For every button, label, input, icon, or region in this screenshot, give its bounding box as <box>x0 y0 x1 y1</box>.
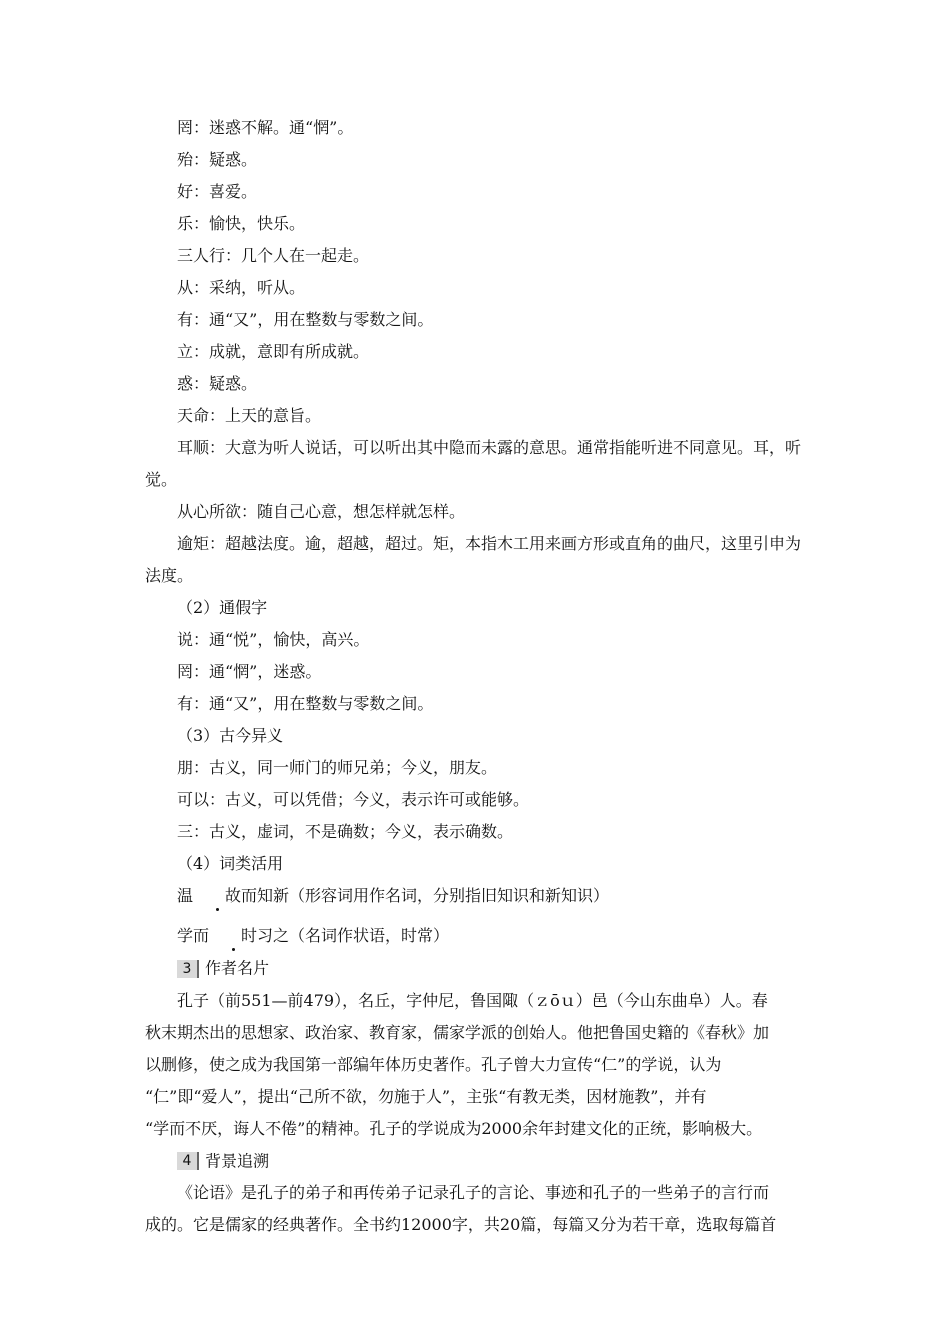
background-line: 《论语》是孔子的弟子和再传弟子记录孔子的言论、事迹和孔子的一些弟子的言行而 <box>177 1183 770 1202</box>
cilei-text: 温 <box>177 886 194 905</box>
cilei-text: 学而 <box>177 926 210 945</box>
vocab-line: 从：采纳，听从。 <box>177 278 306 297</box>
author-line: “仁”即“爱人”，提出“己所不欲，勿施于人”，主张“有教无类，因材施教”，并有 <box>145 1086 707 1106</box>
vocab-line: 殆：疑惑。 <box>177 150 258 169</box>
vocab-line: 好：喜爱。 <box>177 182 258 201</box>
tongjia-item: 罔：通“惘”，迷惑。 <box>177 662 322 681</box>
vocab-line: 逾矩：超越法度。逾，超越，超过。矩，本指木工用来画方形或直角的曲尺，这里引申为法度。 <box>145 534 802 585</box>
vocab-line: 天命：上天的意旨。 <box>177 406 322 425</box>
vocab-line: 乐：愉快，快乐。 <box>177 214 306 233</box>
section-heading-background <box>145 1145 805 1178</box>
gujin-item: 可以：古义，可以凭借；今义，表示许可或能够。 <box>177 790 530 809</box>
author-line: “学而不厌，诲人不倦”的精神。孔子的学说成为2000余年封建文化的正统，影响极大。 <box>145 1118 763 1138</box>
cilei-text: 习之（名词作状语，时常） <box>257 926 450 945</box>
section-heading-author <box>145 952 805 985</box>
subheading-tongjia: （2）通假字 <box>177 598 268 617</box>
document-body <box>145 112 805 1241</box>
tongjia-item: 说：通“悦”，愉快，高兴。 <box>177 630 370 649</box>
vocab-line: 从心所欲：随自己心意，想怎样就怎样。 <box>177 502 466 521</box>
vocab-line: 惑：疑惑。 <box>177 374 258 393</box>
tongjia-item: 有：通“又”，用在整数与零数之间。 <box>177 694 434 713</box>
cilei-item <box>145 920 805 952</box>
vocab-line: 耳顺：大意为听人说话，可以听出其中隐而未露的意思。通常指能听进不同意见。耳，听觉。 <box>145 438 802 489</box>
cilei-item <box>145 880 805 912</box>
emphasis-dot-char: 时 <box>209 925 257 947</box>
subheading-cilei: （4）词类活用 <box>177 854 284 873</box>
vocab-line: 有：通“又”，用在整数与零数之间。 <box>177 310 434 329</box>
section-title: 背景追溯 <box>205 1151 270 1170</box>
subheading-gujin: （3）古今异义 <box>177 726 284 745</box>
section-number-badge: 3 <box>177 960 199 978</box>
vocab-line: 立：成就，意即有所成就。 <box>177 342 370 361</box>
vocab-line: 罔：迷惑不解。通“惘”。 <box>177 118 354 137</box>
author-line: 孔子（前551—前479），名丘，字仲尼，鲁国陬（ｚōｕ）邑（今山东曲阜）人。春 <box>177 990 768 1010</box>
section-number-badge: 4 <box>177 1152 199 1170</box>
background-line: 成的。它是儒家的经典著作。全书约12000字，共20篇，每篇又分为若干章，选取每篇首 <box>145 1215 777 1234</box>
section-title: 作者名片 <box>205 958 270 978</box>
cilei-text: 而知新（形容词用作名词，分别指旧知识和新知识） <box>241 886 610 905</box>
author-line: 以删修，使之成为我国第一部编年体历史著作。孔子曾大力宣传“仁”的学说，认为 <box>145 1054 722 1074</box>
author-line: 秋末期杰出的思想家、政治家、教育家，儒家学派的创始人。他把鲁国史籍的《春秋》加 <box>145 1022 770 1042</box>
gujin-item: 三：古义，虚词，不是确数；今义，表示确数。 <box>177 822 514 841</box>
vocab-line: 三人行：几个人在一起走。 <box>177 246 370 265</box>
gujin-item: 朋：古义，同一师门的师兄弟；今义，朋友。 <box>177 758 498 777</box>
emphasis-dot-char: 故 <box>193 885 241 907</box>
